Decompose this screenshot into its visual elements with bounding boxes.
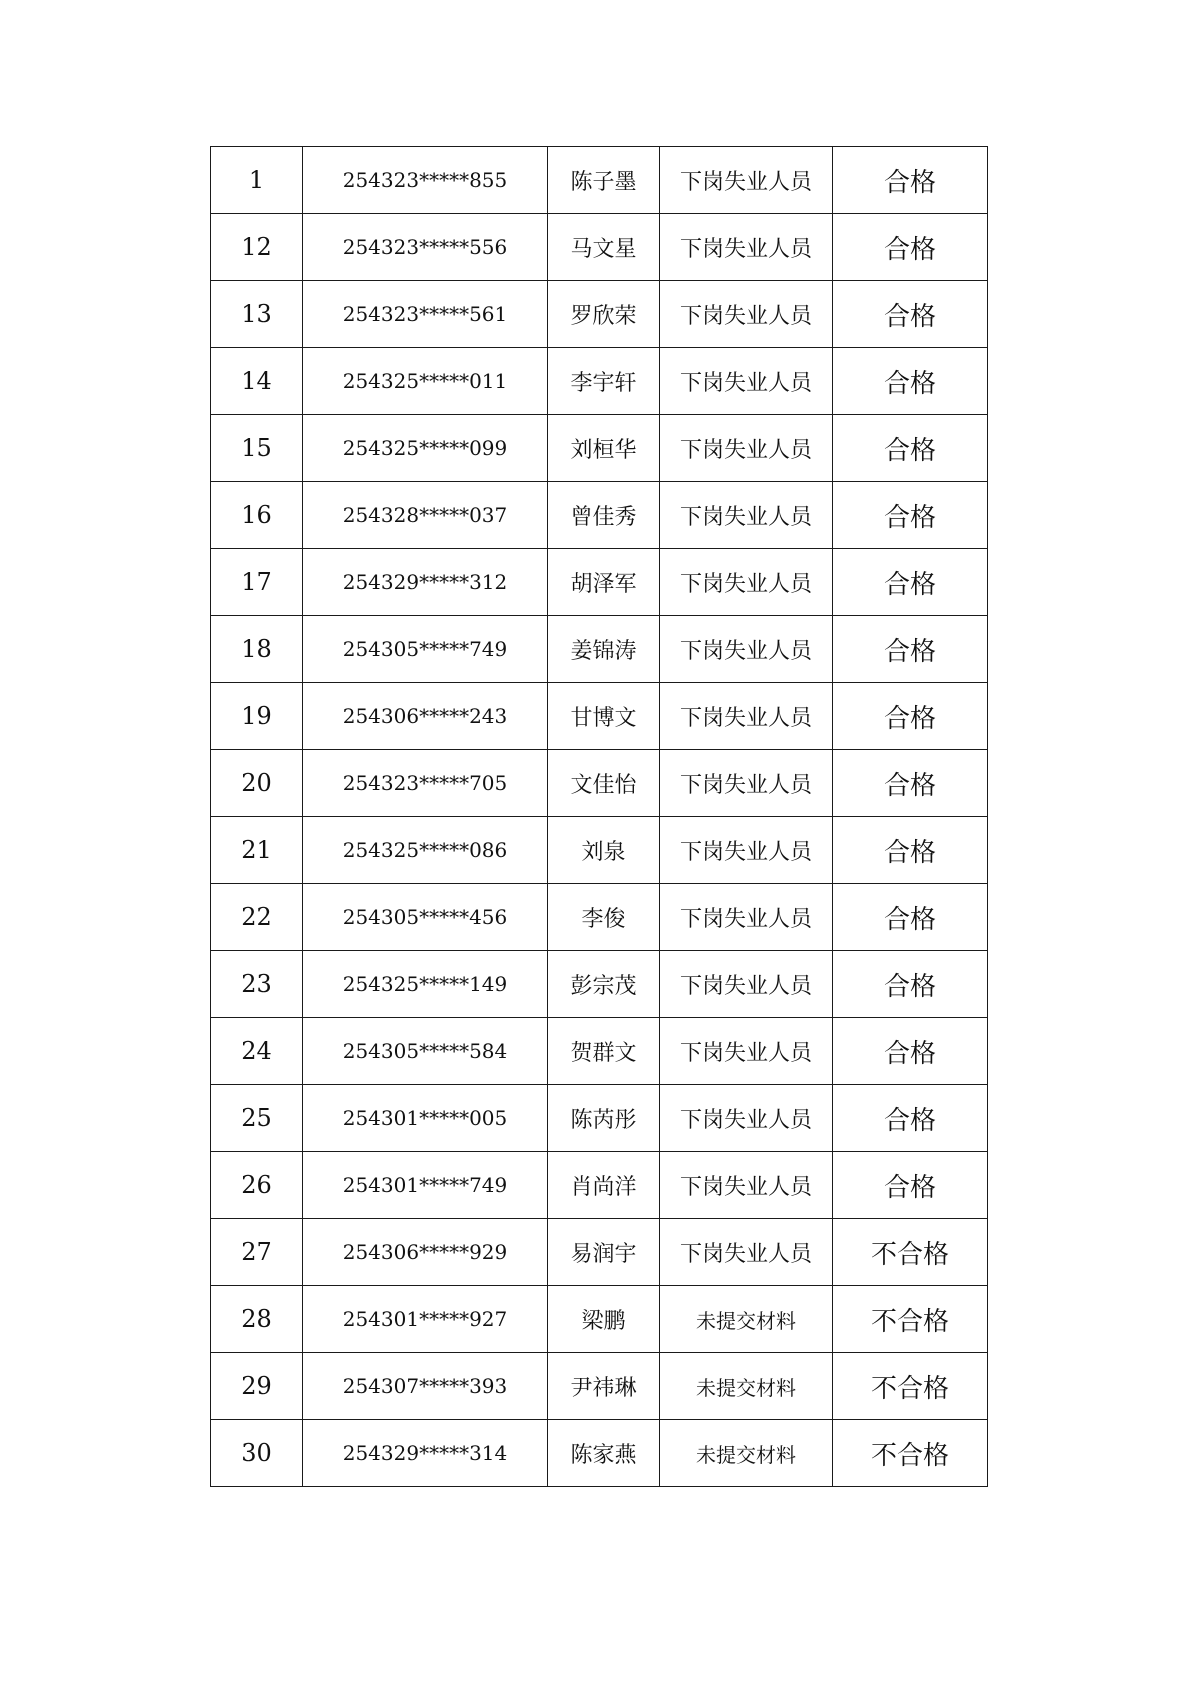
applicant-name: 陈家燕 bbox=[548, 1420, 660, 1487]
row-index: 1 bbox=[211, 147, 303, 214]
applicant-category: 下岗失业人员 bbox=[660, 683, 833, 750]
masked-id-number: 254307*****393 bbox=[303, 1353, 548, 1420]
table-row bbox=[211, 1085, 988, 1152]
review-result: 合格 bbox=[833, 884, 988, 951]
masked-id-number: 254305*****749 bbox=[303, 616, 548, 683]
applicant-name: 李宇轩 bbox=[548, 348, 660, 415]
masked-id-number: 254323*****855 bbox=[303, 147, 548, 214]
masked-id-number: 254325*****149 bbox=[303, 951, 548, 1018]
applicant-name: 梁鹏 bbox=[548, 1286, 660, 1353]
applicant-name: 刘桓华 bbox=[548, 415, 660, 482]
applicant-category: 下岗失业人员 bbox=[660, 884, 833, 951]
table-row bbox=[211, 951, 988, 1018]
masked-id-number: 254306*****243 bbox=[303, 683, 548, 750]
table-row bbox=[211, 482, 988, 549]
applicant-category: 下岗失业人员 bbox=[660, 951, 833, 1018]
row-index: 15 bbox=[211, 415, 303, 482]
review-result: 合格 bbox=[833, 683, 988, 750]
row-index: 30 bbox=[211, 1420, 303, 1487]
table-row bbox=[211, 817, 988, 884]
table-row bbox=[211, 1353, 988, 1420]
row-index: 16 bbox=[211, 482, 303, 549]
applicant-category: 下岗失业人员 bbox=[660, 750, 833, 817]
row-index: 29 bbox=[211, 1353, 303, 1420]
table-row bbox=[211, 616, 988, 683]
row-index: 19 bbox=[211, 683, 303, 750]
table-row bbox=[211, 1152, 988, 1219]
review-result: 合格 bbox=[833, 1085, 988, 1152]
row-index: 14 bbox=[211, 348, 303, 415]
review-result: 合格 bbox=[833, 1018, 988, 1085]
row-index: 23 bbox=[211, 951, 303, 1018]
row-index: 24 bbox=[211, 1018, 303, 1085]
row-index: 13 bbox=[211, 281, 303, 348]
review-result: 不合格 bbox=[833, 1420, 988, 1487]
masked-id-number: 254325*****011 bbox=[303, 348, 548, 415]
applicant-name: 陈子墨 bbox=[548, 147, 660, 214]
table-row bbox=[211, 683, 988, 750]
applicant-category: 未提交材料 bbox=[660, 1286, 833, 1353]
masked-id-number: 254301*****005 bbox=[303, 1085, 548, 1152]
applicant-category: 下岗失业人员 bbox=[660, 1219, 833, 1286]
applicant-name: 马文星 bbox=[548, 214, 660, 281]
table-row bbox=[211, 884, 988, 951]
review-result: 合格 bbox=[833, 214, 988, 281]
masked-id-number: 254323*****561 bbox=[303, 281, 548, 348]
row-index: 18 bbox=[211, 616, 303, 683]
row-index: 28 bbox=[211, 1286, 303, 1353]
applicant-category: 下岗失业人员 bbox=[660, 616, 833, 683]
review-result: 合格 bbox=[833, 817, 988, 884]
applicant-name: 肖尚洋 bbox=[548, 1152, 660, 1219]
row-index: 22 bbox=[211, 884, 303, 951]
applicant-category: 下岗失业人员 bbox=[660, 1085, 833, 1152]
applicant-name: 罗欣荣 bbox=[548, 281, 660, 348]
masked-id-number: 254305*****584 bbox=[303, 1018, 548, 1085]
table-row bbox=[211, 348, 988, 415]
masked-id-number: 254329*****312 bbox=[303, 549, 548, 616]
masked-id-number: 254306*****929 bbox=[303, 1219, 548, 1286]
row-index: 17 bbox=[211, 549, 303, 616]
applicant-category: 下岗失业人员 bbox=[660, 817, 833, 884]
review-result: 合格 bbox=[833, 281, 988, 348]
applicant-name: 姜锦涛 bbox=[548, 616, 660, 683]
applicant-category: 未提交材料 bbox=[660, 1353, 833, 1420]
review-result: 合格 bbox=[833, 348, 988, 415]
table-row bbox=[211, 147, 988, 214]
table-row bbox=[211, 549, 988, 616]
applicant-category: 下岗失业人员 bbox=[660, 482, 833, 549]
review-result: 合格 bbox=[833, 415, 988, 482]
masked-id-number: 254323*****705 bbox=[303, 750, 548, 817]
applicant-name: 贺群文 bbox=[548, 1018, 660, 1085]
applicant-category: 下岗失业人员 bbox=[660, 415, 833, 482]
table-row bbox=[211, 1420, 988, 1487]
masked-id-number: 254325*****099 bbox=[303, 415, 548, 482]
applicant-category: 下岗失业人员 bbox=[660, 1018, 833, 1085]
review-result: 不合格 bbox=[833, 1286, 988, 1353]
table-row bbox=[211, 281, 988, 348]
applicant-result-table bbox=[210, 146, 988, 1487]
applicant-name: 甘博文 bbox=[548, 683, 660, 750]
applicant-name: 易润宇 bbox=[548, 1219, 660, 1286]
applicant-name: 彭宗茂 bbox=[548, 951, 660, 1018]
row-index: 27 bbox=[211, 1219, 303, 1286]
table-row bbox=[211, 214, 988, 281]
applicant-name: 李俊 bbox=[548, 884, 660, 951]
applicant-category: 下岗失业人员 bbox=[660, 281, 833, 348]
masked-id-number: 254301*****749 bbox=[303, 1152, 548, 1219]
applicant-category: 未提交材料 bbox=[660, 1420, 833, 1487]
applicant-name: 陈芮彤 bbox=[548, 1085, 660, 1152]
masked-id-number: 254329*****314 bbox=[303, 1420, 548, 1487]
masked-id-number: 254323*****556 bbox=[303, 214, 548, 281]
row-index: 25 bbox=[211, 1085, 303, 1152]
review-result: 不合格 bbox=[833, 1353, 988, 1420]
applicant-name: 尹祎琳 bbox=[548, 1353, 660, 1420]
review-result: 合格 bbox=[833, 616, 988, 683]
applicant-category: 下岗失业人员 bbox=[660, 348, 833, 415]
masked-id-number: 254305*****456 bbox=[303, 884, 548, 951]
review-result: 合格 bbox=[833, 1152, 988, 1219]
review-result: 合格 bbox=[833, 750, 988, 817]
table-row bbox=[211, 415, 988, 482]
table-row bbox=[211, 1219, 988, 1286]
row-index: 26 bbox=[211, 1152, 303, 1219]
applicant-name: 曾佳秀 bbox=[548, 482, 660, 549]
applicant-name: 刘泉 bbox=[548, 817, 660, 884]
review-result: 合格 bbox=[833, 549, 988, 616]
row-index: 12 bbox=[211, 214, 303, 281]
table-row bbox=[211, 750, 988, 817]
table-row bbox=[211, 1018, 988, 1085]
masked-id-number: 254328*****037 bbox=[303, 482, 548, 549]
review-result: 合格 bbox=[833, 147, 988, 214]
review-result: 合格 bbox=[833, 482, 988, 549]
masked-id-number: 254301*****927 bbox=[303, 1286, 548, 1353]
applicant-name: 胡泽军 bbox=[548, 549, 660, 616]
applicant-category: 下岗失业人员 bbox=[660, 549, 833, 616]
table-row bbox=[211, 1286, 988, 1353]
applicant-category: 下岗失业人员 bbox=[660, 147, 833, 214]
applicant-name: 文佳怡 bbox=[548, 750, 660, 817]
applicant-category: 下岗失业人员 bbox=[660, 214, 833, 281]
masked-id-number: 254325*****086 bbox=[303, 817, 548, 884]
review-result: 不合格 bbox=[833, 1219, 988, 1286]
review-result: 合格 bbox=[833, 951, 988, 1018]
row-index: 20 bbox=[211, 750, 303, 817]
row-index: 21 bbox=[211, 817, 303, 884]
applicant-category: 下岗失业人员 bbox=[660, 1152, 833, 1219]
